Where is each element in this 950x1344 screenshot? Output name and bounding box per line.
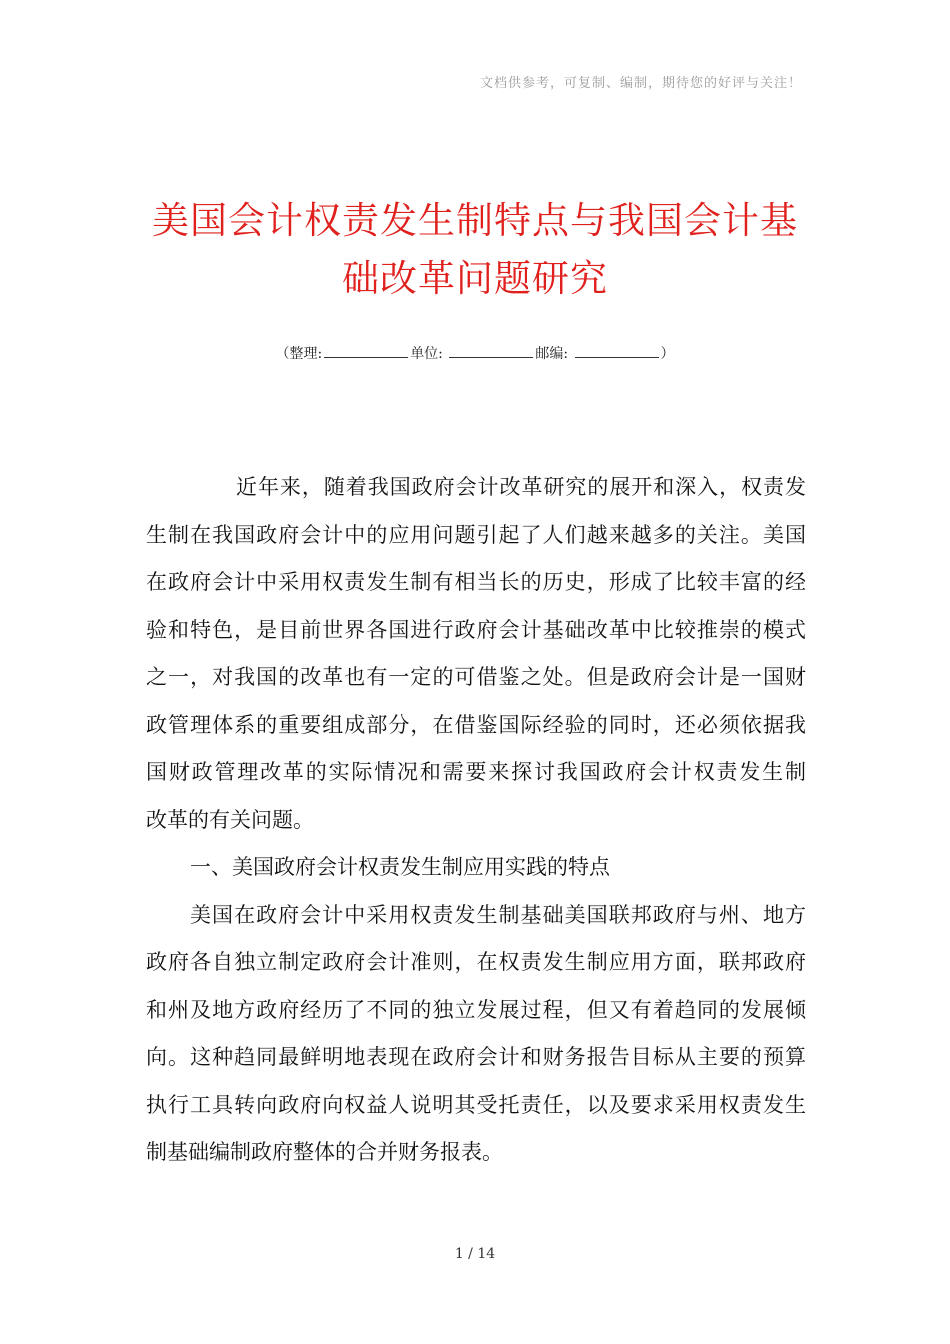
body-line: 改革的有关问题。 <box>146 807 314 832</box>
body-line: 政管理体系的重要组成部分，在借鉴国际经验的同时，还必须依据我 <box>146 712 806 737</box>
body-line: 政府各自独立制定政府会计准则，在权责发生制应用方面，联邦政府 <box>146 950 806 974</box>
section-heading: 一、美国政府会计权责发生制应用实践的特点 <box>190 855 610 879</box>
title-line-2: 础改革问题研究 <box>342 257 608 300</box>
meta-close-paren: ） <box>660 346 675 362</box>
body-line: 国财政管理改革的实际情况和需要来探讨我国政府会计权责发生制 <box>146 760 806 784</box>
postcode-label: 邮编: <box>535 346 569 362</box>
header-note: 文档供参考，可复制、编制，期待您的好评与关注！ <box>479 76 802 91</box>
document-title <box>120 192 830 308</box>
unit-blank <box>449 345 533 358</box>
postcode-blank <box>575 345 659 358</box>
body-line: 执行工具转向政府向权益人说明其受托责任，以及要求采用权责发生 <box>146 1092 806 1117</box>
body-line: 在政府会计中采用权责发生制有相当长的历史，形成了比较丰富的经 <box>146 570 806 594</box>
body-line: 和州及地方政府经历了不同的独立发展过程，但又有着趋同的发展倾 <box>146 997 806 1022</box>
meta-line <box>0 343 950 363</box>
body-line: 生制在我国政府会计中的应用问题引起了人们越来越多的关注。美国 <box>146 522 806 547</box>
body-line: 之一，对我国的改革也有一定的可借鉴之处。但是政府会计是一国财 <box>146 665 806 689</box>
organizer-label: 整理: <box>289 346 323 362</box>
title-line-1: 美国会计权责发生制特点与我国会计基 <box>152 199 798 242</box>
body-line: 美国在政府会计中采用权责发生制基础美国联邦政府与州、地方 <box>190 902 806 927</box>
organizer-blank <box>324 345 408 358</box>
body-line: 制基础编制政府整体的合并财务报表。 <box>146 1140 503 1164</box>
body-text <box>146 464 806 1177</box>
unit-label: 单位: <box>410 346 443 362</box>
body-line: 验和特色，是目前世界各国进行政府会计基础改革中比较推崇的模式 <box>146 617 806 642</box>
page-number: 1 / 14 <box>454 1246 496 1262</box>
body-line: 近年来，随着我国政府会计改革研究的展开和深入，权责发 <box>236 475 806 499</box>
body-line: 向。这种趋同最鲜明地表现在政府会计和财务报告目标从主要的预算 <box>146 1045 806 1069</box>
meta-open-paren: （ <box>275 346 290 362</box>
